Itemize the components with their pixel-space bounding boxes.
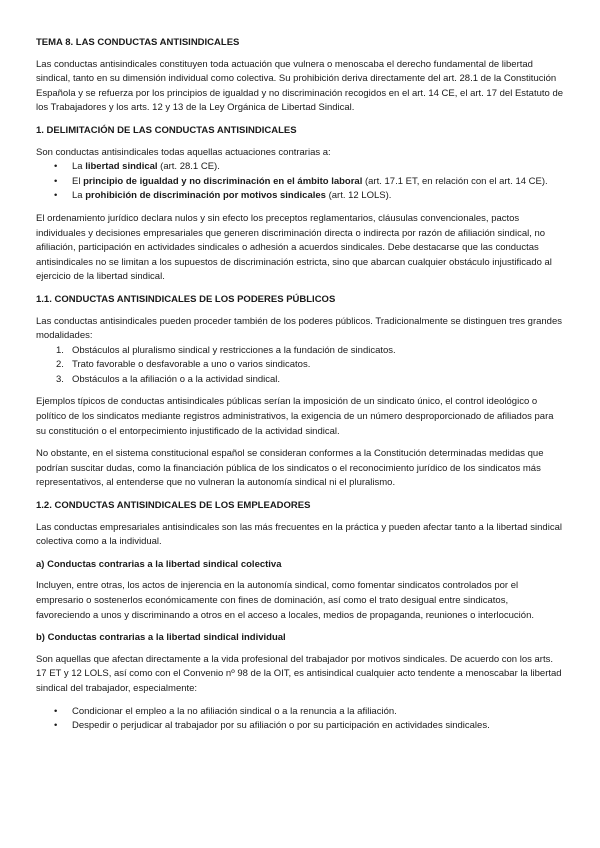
list-item: 3. Obstáculos a la afiliación o a la actividad sindical. [56, 373, 281, 385]
subsection-b-heading: b) Conductas contrarias a la libertad sindical individual [36, 632, 286, 644]
intro-paragraph: Las conductas antisindicales constituyen toda actuación que vulnera o menoscaba el derecho fundamental de libertad sindical, tanto en su dimensión individual como colectiva. Su prohibición deriva directamente del art. 28.1 de la Constitución Española y se refuerza por los principios de igualdad y no discriminación recogidos en el art. 14 CE, el art. 17 del Estatuto de los Trabajadores y los arts. 12 y 13 de la Ley Orgánica de Libertad Sindical. [36, 58, 564, 114]
section-1-1-lead: Las conductas antisindicales pueden proceder también de los poderes públicos. Tradicionalmente se distinguen tres grandes modalidades: [36, 315, 562, 342]
section-1-list [36, 160, 564, 204]
list-item: • La libertad sindical (art. 28.1 CE). [36, 160, 564, 175]
list-item: 1. Obstáculos al pluralismo sindical y restricciones a la fundación de sindicatos. [56, 344, 396, 356]
subsection-b-list [36, 705, 564, 734]
document-title: TEMA 8. LAS CONDUCTAS ANTISINDICALES [36, 37, 240, 48]
list-item: 2. Trato favorable o desfavorable a uno o varios sindicatos. [56, 359, 311, 371]
list-item: • El principio de igualdad y no discriminación en el ámbito laboral (art. 17.1 ET, en relación con el art. 14 CE). [36, 175, 564, 190]
section-1-2-lead: Las conductas empresariales antisindicales son las más frecuentes en la práctica y pueden afectar tanto a la libertad sindical colectiva como a la individual. [36, 521, 562, 548]
section-1-1-paragraph-2: No obstante, en el sistema constitucional español se consideran conformes a la Constitución determinadas medidas que podrían suscitar dudas, como la financiación pública de los sindicatos o el reconocimiento jurídico de los sindicatos más representativos, al entenderse que no vulneran la autonomía sindical ni el pluralismo. [36, 448, 544, 489]
section-1-1-paragraph-1: Ejemplos típicos de conductas antisindicales públicas serían la imposición de un sindicato único, el control ideológico o político de los sindicatos mediante registros administrativos, la exigencia de un número desproporcionado de afiliados para su constitución o el entorpecimiento injustificado de la actividad sindical. [36, 396, 554, 437]
section-1-heading: 1. DELIMITACIÓN DE LAS CONDUCTAS ANTISINDICALES [36, 124, 297, 136]
list-item: • Despedir o perjudicar al trabajador por su afiliación o por su participación en actividades sindicales. [36, 719, 564, 734]
section-1-paragraph: El ordenamiento jurídico declara nulos y sin efecto los preceptos reglamentarios, cláusulas convencionales, pactos individuales y decisiones empresariales que generen discriminación directa o indirecta por razón de afiliación sindical, no afiliación, participación en actividades sindicales o adhesión a acuerdos sindicales. Debe destacarse que las conductas antisindicales no se limitan a los supuestos de discriminación estricta, sino que abarcan cualquier obstáculo injustificado al ejercicio de la libertad sindical. [36, 212, 552, 283]
subsection-b-paragraph: Son aquellas que afectan directamente a la vida profesional del trabajador por motivos sindicales. De acuerdo con los arts. 17 ET y 12 LOLS, así como con el Convenio nº 98 de la OIT, es antisindical cualquier acto tendente a menoscabar la libertad sindical del trabajador, especialmente: [36, 653, 562, 694]
subsection-a-paragraph: Incluyen, entre otras, los actos de injerencia en la autonomía sindical, como fomentar sindicatos controlados por el empresario o sostenerlos económicamente con fines de dominación, así como el trato desigual entre sindicatos, favoreciendo a unos y discriminando a otros en el acceso a locales, medios de propaganda, reuniones o interlocución. [36, 580, 534, 621]
subsection-a-heading: a) Conductas contrarias a la libertad sindical colectiva [36, 558, 282, 570]
section-1-1-heading: 1.1. CONDUCTAS ANTISINDICALES DE LOS PODERES PÚBLICOS [36, 293, 336, 305]
section-1-1-list [36, 344, 564, 388]
list-item: • La prohibición de discriminación por motivos sindicales (art. 12 LOLS). [36, 189, 564, 204]
section-1-lead: Son conductas antisindicales todas aquellas actuaciones contrarias a: [36, 146, 331, 158]
section-1-2-heading: 1.2. CONDUCTAS ANTISINDICALES DE LOS EMPLEADORES [36, 500, 311, 512]
list-item: • Condicionar el empleo a la no afiliación sindical o a la renuncia a la afiliación. [36, 705, 564, 720]
